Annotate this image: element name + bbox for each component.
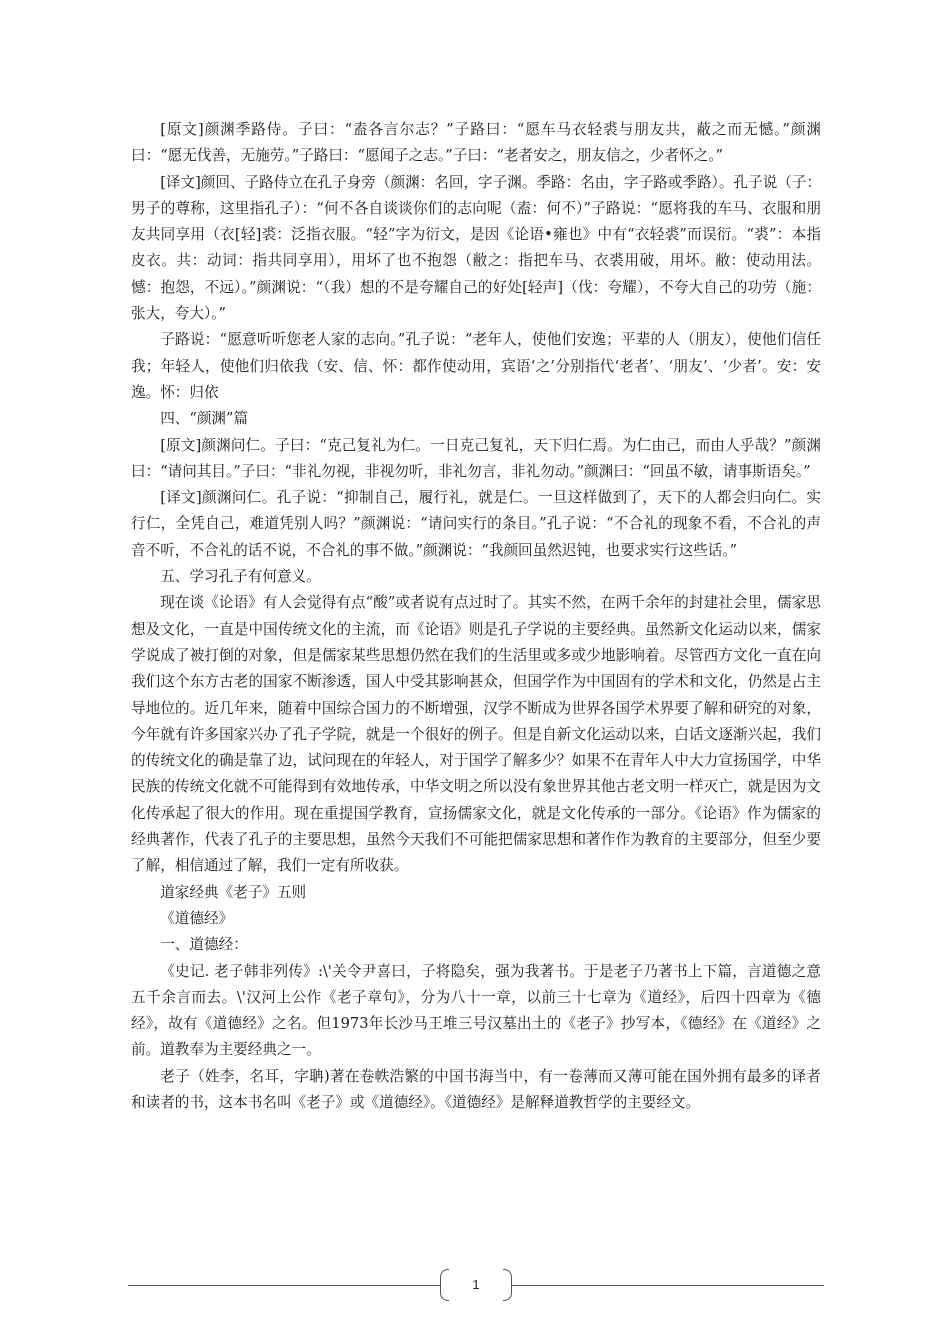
section-heading-daodejing: 《道德经》 xyxy=(160,909,234,927)
paragraph-yanyuan-translation: [译文]颜回、子路侍立在孔子身旁（颜渊：名回，字子渊。季路：名由，字子路或季路）。孔子说（子：男子的尊称，这里指孔子）：“何不各自谈谈你们的志向呢（盍：何不）”子路说：“愿将我的车马、衣服和朋友共同享用（衣[轻]裘：泛指衣服。“轻”字为衍文，是因《论语•雍也》中有“衣轻裘”而误衍。“裘”：本指皮衣。共：动词：指共同享用），用坏了也不抱怨（敝之：指把车马、衣裘用破，用坏。敝：使动用法。憾：抱怨，不远）。”颜渊说：“（我）想的不是夸耀自己的好处[轻声]（伐：夸耀），不夸大自己的功劳（施：张大，夸大）。” xyxy=(131,173,821,323)
page-footer xyxy=(128,1268,824,1302)
footer-rule-left xyxy=(128,1285,440,1286)
paragraph-significance: 现在谈《论语》有人会觉得有点“酸”或者说有点过时了。其实不然，在两千余年的封建社会里，儒家思想及文化，一直是中国传统文化的主流，而《论语》则是孔子学说的主要经典。虽然新文化运动以来，儒家学说成了被打倒的对象，但是儒家某些思想仍然在我们的生活里或多或少地影响着。尽管西方文化一直在向我们这个东方古老的国家不断渗透，国人中受其影响甚众，但国学作为中国固有的学术和文化，仍然是占主导地位的。近几年来，随着中国综合国力的不断增强，汉学不断成为世界各国学术界要了解和研究的对象，今年就有许多国家兴办了孔子学院，就是一个很好的例子。但是自新文化运动以来，白话文逐渐兴起，我们的传统文化的确是靠了边，试问现在的年轻人，对于国学了解多少？如果不在青年人中大力宣扬国学，中华民族的传统文化就不可能得到有效地传承，中华文明之所以没有象世界其他古老文明一样灭亡，就是因为文化传承起了很大的作用。现在重提国学教育，宣扬儒家文化，就是文化传承的一部分。《论语》作为儒家的经典著作，代表了孔子的主要思想，虽然今天我们不可能把儒家思想和著作作为教育的主要部分，但至少要了解，相信通过了解，我们一定有所收获。 xyxy=(131,594,821,875)
section-heading-yanyuan: 四、“颜渊”篇 xyxy=(160,410,249,428)
footer-rule-right xyxy=(511,1285,824,1286)
paragraph-laozi-intro: 老子（姓李，名耳，字聃)著在卷帙浩繁的中国书海当中，有一卷薄而又薄可能在国外拥有最多的译者和读者的书，这本书名叫《老子》或《道德经》。《道德经》是解释道教哲学的主要经文。 xyxy=(131,1067,821,1111)
document-body xyxy=(131,117,821,1116)
section-heading-daodejing-one: 一、道德经： xyxy=(160,936,248,954)
section-heading-significance: 五、学习孔子有何意义。 xyxy=(160,568,321,586)
paragraph-wenren-translation: [译文]颜渊问仁。孔子说：“抑制自己，履行礼，就是仁。一旦这样做到了，天下的人都会归向仁。实行仁，全凭自己，难道凭别人吗？”颜渊说：“请问实行的条目。”孔子说：“不合礼的现象不看，不合礼的声音不听，不合礼的话不说，不合礼的事不做。”颜渊说：“我颜回虽然迟钝，也要求实行这些话。” xyxy=(131,489,821,559)
paragraph-zilu-translation: 子路说：“愿意听听您老人家的志向。”孔子说：“老年人，使他们安逸；平辈的人（朋友），使他们信任我；年轻人，使他们归依我（安、信、怀：都作使动用，宾语‘之’分别指代‘老者’、‘朋友’、‘少者’。安：安逸。怀：归依 xyxy=(131,331,821,401)
paragraph-shiji: 《史记. 老子韩非列传》:\'关令尹喜曰，子将隐矣，强为我著书。于是老子乃著书上下篇，言道德之意五千余言而去。\'汉河上公作《老子章句》，分为八十一章，以前三十七章为《道经》，后四十四章为《德经》，故有《道德经》之名。但1973年长沙马王堆三号汉墓出土的《老子》抄写本，《德经》在《道经》之前。道教奉为主要经典之一。 xyxy=(131,962,821,1059)
paragraph-wenren-original: [原文]颜渊问仁。子曰：“克己复礼为仁。一日克己复礼，天下归仁焉。为仁由己，而由人乎哉？”颜渊曰：“请问其目。”子曰：“非礼勿视，非视勿听，非礼勿言，非礼勿动。”颜渊曰：“回虽不敏，请事斯语矣。” xyxy=(131,436,821,480)
section-heading-laozi: 道家经典《老子》五则 xyxy=(160,883,307,901)
paragraph-yanyuan-original: [原文]颜渊季路侍。子曰：“盍各言尔志？”子路曰：“愿车马衣轻裘与朋友共，蔽之而无憾。”颜渊曰：“愿无伐善，无施劳。”子路曰：“愿闻子之志。”子曰：“老者安之，朋友信之，少者怀之。” xyxy=(131,121,821,165)
page-number: 1 xyxy=(472,1277,480,1292)
